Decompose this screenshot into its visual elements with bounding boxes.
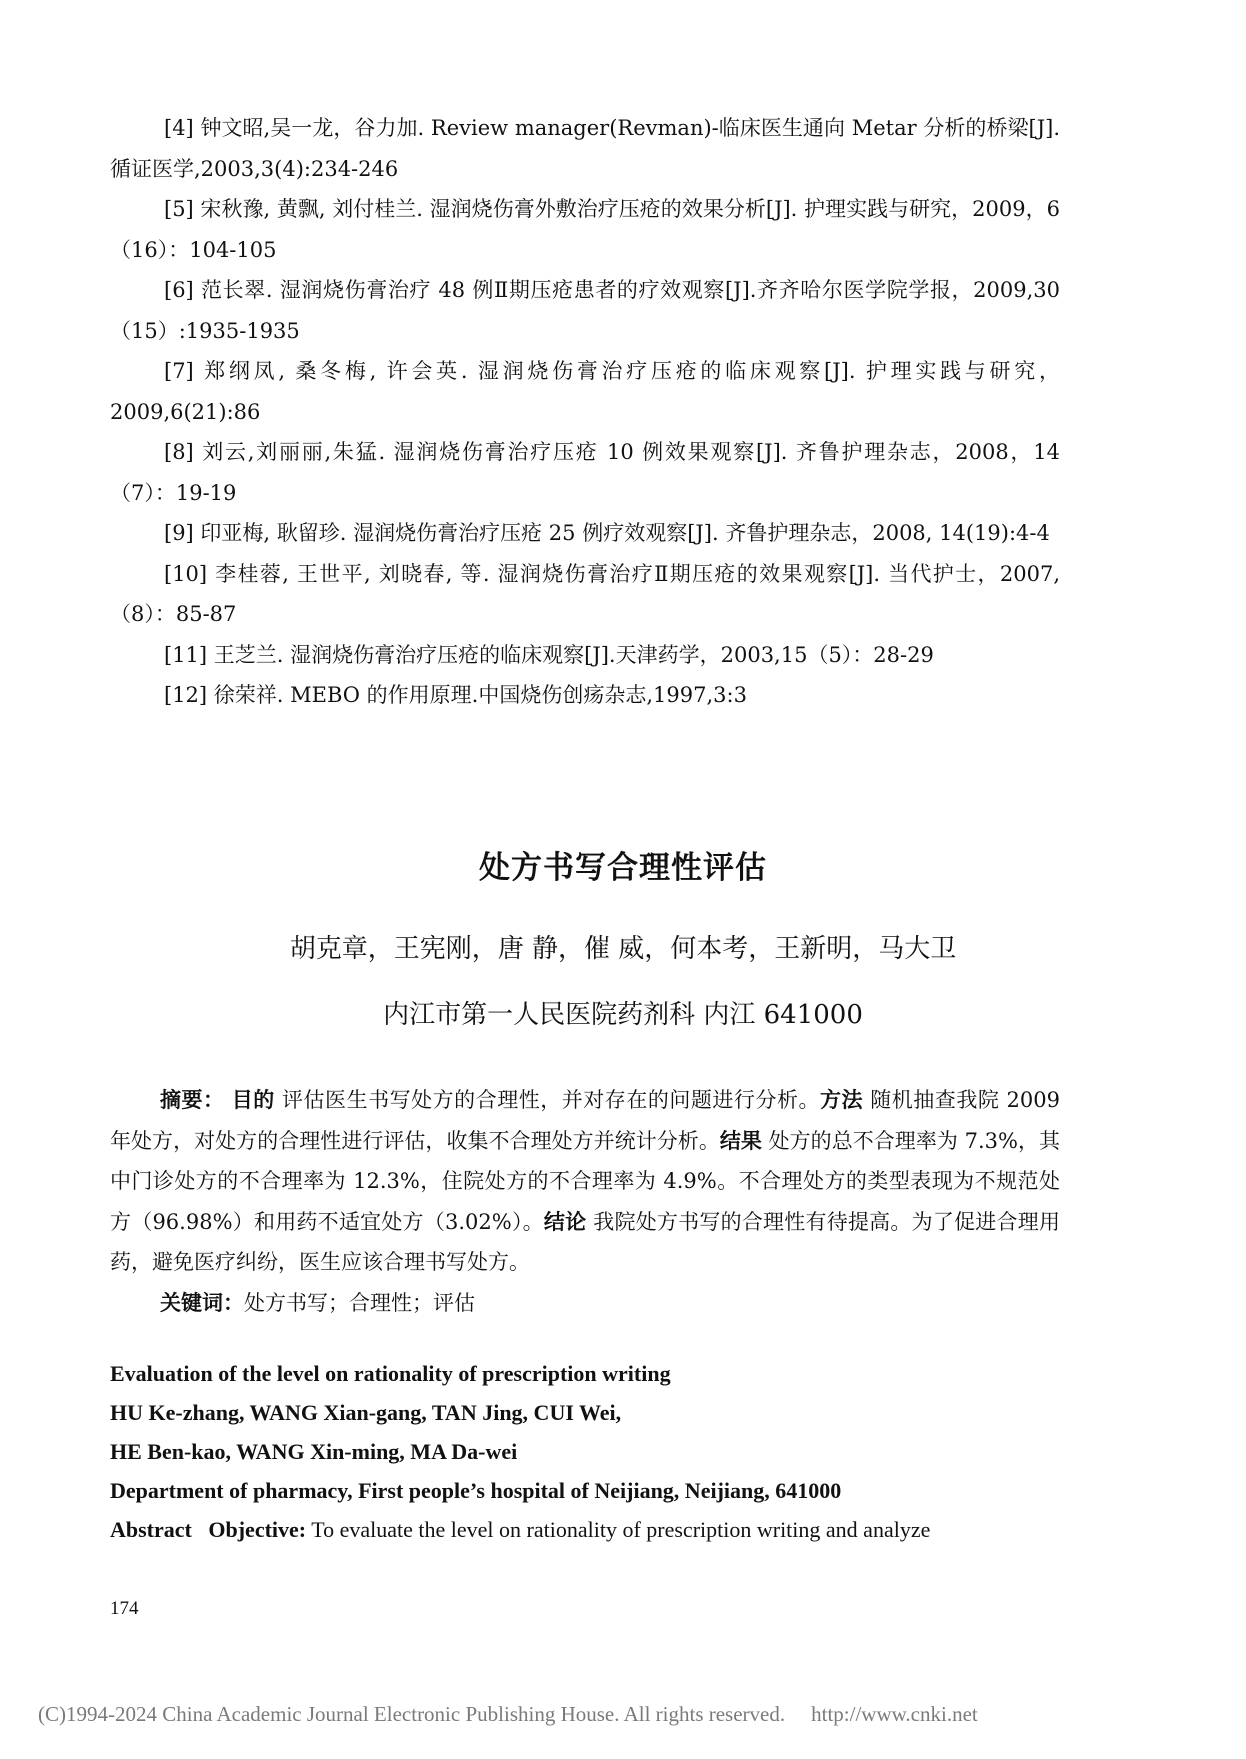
reference-item: [9] 印亚梅, 耿留珍. 湿润烧伤膏治疗压疮 25 例疗效观察[J]. 齐鲁护理杂志，2008, 14(19):4-4 bbox=[164, 521, 1050, 545]
article-title: 处方书写合理性评估 bbox=[479, 850, 767, 886]
copyright-notice bbox=[38, 1702, 978, 1727]
reference-item: [12] 徐荣祥. MEBO 的作用原理.中国烧伤创疡杂志,1997,3:3 bbox=[164, 683, 747, 707]
reference-item: [10] 李桂蓉, 王世平, 刘晓春, 等. 湿润烧伤膏治疗Ⅱ期压疮的效果观察[J]. 当代护士，2007,（8）：85-87 bbox=[110, 561, 1060, 626]
english-title: Evaluation of the level on rationality of prescription writing bbox=[110, 1361, 671, 1386]
chinese-abstract bbox=[110, 1080, 1060, 1323]
reference-list bbox=[110, 108, 1060, 716]
reference-item: [7] 郑纲凤, 桑冬梅, 许会英. 湿润烧伤膏治疗压疮的临床观察[J]. 护理实践与研究，2009,6(21):86 bbox=[110, 359, 1060, 424]
copyright-url: http://www.cnki.net bbox=[811, 1702, 978, 1726]
keywords-label: 关键词： bbox=[160, 1289, 244, 1315]
article-affiliation: 内江市第一人民医院药剂科 内江 641000 bbox=[383, 1000, 863, 1030]
conclusion-text: 我院处方书写的合理性有待提高。为了促进合理用药，避免医疗纠纷，医生应该合理书写处方。 bbox=[110, 1209, 1060, 1274]
article-authors: 胡克章，王宪刚，唐 静，催 威，何本考，王新明，马大卫 bbox=[289, 934, 957, 964]
copyright-text: (C)1994-2024 China Academic Journal Electronic Publishing House. All rights reserved. bbox=[38, 1702, 786, 1726]
english-authors-line: HE Ben-kao, WANG Xin-ming, MA Da-wei bbox=[110, 1439, 518, 1464]
english-abstract bbox=[110, 1354, 1070, 1549]
reference-item: [5] 宋秋豫, 黄飘, 刘付桂兰. 湿润烧伤膏外敷治疗压疮的效果分析[J]. 护理实践与研究，2009，6（16）：104-105 bbox=[110, 197, 1060, 262]
objective-label: 目的 bbox=[231, 1087, 275, 1112]
keywords-paragraph bbox=[110, 1283, 1060, 1324]
reference-item: [8] 刘云,刘丽丽,朱猛. 湿润烧伤膏治疗压疮 10 例效果观察[J]. 齐鲁护理杂志，2008，14（7）：19-19 bbox=[110, 440, 1060, 505]
method-text: 随机抽查我院 2009 年处方，对处方的合理性进行评估，收集不合理处方并统计分析。 bbox=[110, 1088, 1061, 1153]
english-authors-line: HU Ke-zhang, WANG Xian-gang, TAN Jing, CUI Wei, bbox=[110, 1400, 622, 1425]
abstract-paragraph bbox=[110, 1080, 1060, 1283]
english-objective-label: Objective: bbox=[208, 1517, 307, 1542]
english-abstract-line bbox=[110, 1510, 1070, 1549]
english-affiliation: Department of pharmacy, First people’s hospital of Neijiang, Neijiang, 641000 bbox=[110, 1478, 842, 1503]
keywords-text: 处方书写；合理性；评估 bbox=[244, 1290, 475, 1315]
method-label: 方法 bbox=[820, 1087, 864, 1112]
reference-item: [11] 王芝兰. 湿润烧伤膏治疗压疮的临床观察[J].天津药学，2003,15（5）：28-29 bbox=[164, 642, 934, 667]
english-abstract-label: Abstract bbox=[110, 1517, 192, 1542]
abstract-label: 摘要： bbox=[160, 1087, 225, 1112]
result-label: 结果 bbox=[719, 1127, 762, 1153]
reference-item: [6] 范长翠. 湿润烧伤膏治疗 48 例Ⅱ期压疮患者的疗效观察[J].齐齐哈尔医学院学报，2009,30（15）:1935-1935 bbox=[110, 278, 1060, 343]
page-number: 174 bbox=[110, 1598, 139, 1619]
reference-item: [4] 钟文昭,吴一龙，谷力加. Review manager(Revman)-临床医生通向 Metar 分析的桥梁[J]. 循证医学,2003,3(4):234-246 bbox=[110, 116, 1060, 181]
objective-text: 评估医生书写处方的合理性，并对存在的问题进行分析。 bbox=[282, 1088, 820, 1112]
conclusion-label: 结论 bbox=[543, 1208, 587, 1234]
result-text: 处方的总不合理率为 7.3%，其中门诊处方的不合理率为 12.3%，住院处方的不合理率为 4.9%。不合理处方的类型表现为不规范处方（96.98%）和用药不适宜处方（3.02%）。 bbox=[110, 1128, 1060, 1234]
english-objective-text: To evaluate the level on rationality of prescription writing and analyze bbox=[311, 1517, 931, 1542]
